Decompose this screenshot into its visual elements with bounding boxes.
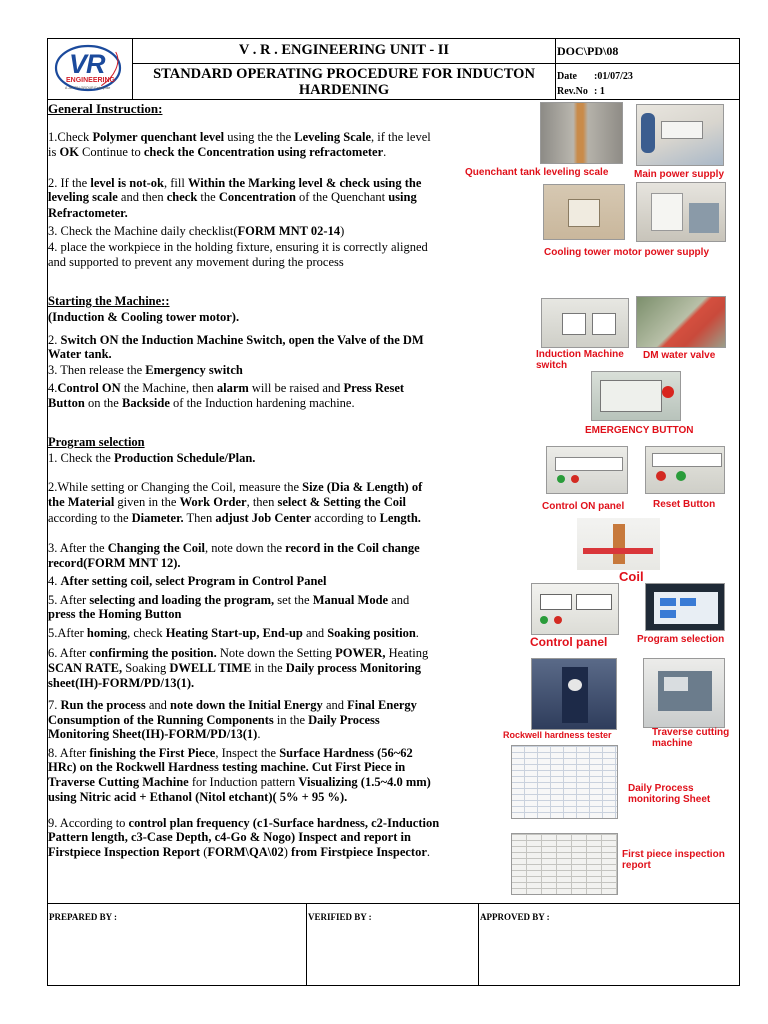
program-line-17: 8. After finishing the First Piece, Inspect the Surface Hardness (56~62 xyxy=(48,746,413,760)
caption-program-selection: Program selection xyxy=(637,634,725,645)
program-line-16: Monitoring Sheet(IH)-FORM/PD/13(1). xyxy=(48,727,261,741)
program-line-5: 3. After the Changing the Coil, note down the record in the Coil change xyxy=(48,541,420,555)
program-line-12: SCAN RATE, Soaking DWELL TIME in the Daily process Monitoring xyxy=(48,661,421,675)
reset-button-photo xyxy=(645,446,725,494)
header-divider-doc xyxy=(555,38,556,100)
emergency-button-photo xyxy=(591,371,681,421)
footer-divider-1 xyxy=(306,903,307,986)
logo-letters: VR xyxy=(69,49,105,79)
starting-line-6: Button on the Backside of the Induction hardening machine. xyxy=(48,396,355,410)
caption-rockwell: Rockwell hardness tester xyxy=(503,730,612,740)
doc-number: DOC\PD\08 xyxy=(557,44,619,58)
program-line-20: using Nitric acid + Ethanol (Nitol etchant)( 5% + 95 %). xyxy=(48,790,348,804)
caption-induction-switch-2: switch xyxy=(536,360,568,371)
control-on-panel-photo xyxy=(546,446,628,494)
approved-by-label: APPROVED BY : xyxy=(480,912,550,922)
caption-coil: Coil xyxy=(619,569,644,584)
first-piece-report-photo xyxy=(511,833,618,895)
general-line-6: 3. Check the Machine daily checklist(FORM MNT 02-14) xyxy=(48,224,345,238)
program-line-3: the Material given in the Work Order, then select & Setting the Coil xyxy=(48,495,406,509)
caption-reset: Reset Button xyxy=(653,499,716,510)
program-line-1: 1. Check the Production Schedule/Plan. xyxy=(48,451,256,465)
date-label: Date xyxy=(557,71,577,82)
general-line-3: 2. If the level is not-ok, fill Within the Marking level & check using the xyxy=(48,176,422,190)
program-heading: Program selection xyxy=(48,435,145,449)
cooling-tower-photo-2 xyxy=(636,182,726,242)
caption-daily-process-1: Daily Process xyxy=(628,783,694,794)
traverse-cutting-photo xyxy=(643,658,725,728)
program-line-11: 6. After confirming the position. Note down the Setting POWER, Heating xyxy=(48,646,429,660)
starting-line-1: (Induction & Cooling tower motor). xyxy=(48,310,240,324)
caption-cooling-tower: Cooling tower motor power supply xyxy=(544,247,709,258)
header-divider-title xyxy=(132,63,740,64)
general-line-8: and supported to prevent any movement during the process xyxy=(48,255,344,269)
caption-main-power: Main power supply xyxy=(634,169,725,180)
control-panel-photo xyxy=(531,583,619,635)
program-line-4: according to the Diameter. Then adjust Job Center according to Length. xyxy=(48,511,421,525)
program-line-9: press the Homing Button xyxy=(48,607,182,621)
main-power-photo xyxy=(636,104,724,166)
cooling-tower-photo-1 xyxy=(543,184,625,240)
caption-emergency: EMERGENCY BUTTON xyxy=(585,425,694,436)
program-line-10: 5.After homing, check Heating Start-up, End-up and Soaking position. xyxy=(48,626,419,640)
logo-subtitle: ENGINEERING xyxy=(66,77,116,84)
starting-line-3: Water tank. xyxy=(48,347,112,361)
caption-first-piece-2: report xyxy=(622,860,651,871)
logo-tagline: A JATTIN GROUP Enterprise xyxy=(65,86,111,90)
daily-process-sheet-photo xyxy=(511,745,618,819)
rev-value: : 1 xyxy=(594,86,605,97)
program-line-22: Pattern length, c3-Case Depth, c4-Go & Nogo) Inspect and report in xyxy=(48,830,411,844)
program-line-8: 5. After selecting and loading the program, set the Manual Mode and xyxy=(48,593,410,607)
program-selection-photo xyxy=(645,583,725,631)
company-name: V . R . ENGINEERING UNIT - II xyxy=(238,42,450,58)
starting-line-4: 3. Then release the Emergency switch xyxy=(48,363,243,377)
program-line-2: 2.While setting or Changing the Coil, measure the Size (Dia & Length) of xyxy=(48,480,423,494)
program-line-13: sheet(IH)-FORM/PD/13(1). xyxy=(48,676,195,690)
general-line-4: leveling scale and then check the Concentration of the Quenchant using xyxy=(48,190,417,204)
induction-switch-photo xyxy=(541,298,629,348)
caption-quenchant: Quenchant tank leveling scale xyxy=(465,167,609,178)
starting-heading: Starting the Machine:: xyxy=(48,294,170,308)
rockwell-tester-photo xyxy=(531,658,617,730)
date-value: :01/07/23 xyxy=(594,71,633,82)
footer-divider-2 xyxy=(478,903,479,986)
dm-water-valve-photo xyxy=(636,296,726,348)
caption-dm-valve: DM water valve xyxy=(643,350,716,361)
rev-label: Rev.No xyxy=(557,86,588,97)
general-line-2: is OK Continue to check the Concentration using refractometer. xyxy=(48,145,387,159)
program-line-23: Firstpiece Inspection Report (FORM\QA\02) from Firstpiece Inspector. xyxy=(48,845,431,859)
general-line-7: 4. place the workpiece in the holding fixture, ensuring it is correctly aligned xyxy=(48,240,428,254)
caption-control-on: Control ON panel xyxy=(542,501,625,512)
starting-line-2: 2. Switch ON the Induction Machine Switch, open the Valve of the DM xyxy=(48,333,424,347)
company-logo xyxy=(52,42,124,96)
starting-line-5: 4.Control ON the Machine, then alarm will be raised and Press Reset xyxy=(48,381,405,395)
caption-traverse-2: machine xyxy=(652,738,693,749)
program-line-7: 4. After setting coil, select Program in Control Panel xyxy=(48,574,327,588)
program-line-6: record(FORM MNT 12). xyxy=(48,556,181,570)
caption-traverse-1: Traverse cutting xyxy=(652,727,730,738)
program-line-18: HRc) on the Rockwell Hardness testing machine. Cut First Piece in xyxy=(48,760,406,774)
program-line-21: 9. According to control plan frequency (c1-Surface hardness, c2-Induction xyxy=(48,816,440,830)
general-line-1: 1.Check Polymer quenchant level using the the Leveling Scale, if the level xyxy=(48,130,431,144)
header-divider-bottom xyxy=(47,99,740,100)
caption-induction-switch-1: Induction Machine xyxy=(536,349,624,360)
caption-first-piece-1: First piece inspection xyxy=(622,849,725,860)
caption-daily-process-2: monitoring Sheet xyxy=(628,794,711,805)
coil-photo xyxy=(577,518,660,570)
program-line-14: 7. Run the process and note down the Initial Energy and Final Energy xyxy=(48,698,417,712)
sop-title-line1: STANDARD OPERATING PROCEDURE FOR INDUCTON xyxy=(153,66,535,82)
general-line-5: Refractometer. xyxy=(48,206,128,220)
general-heading: General Instruction: xyxy=(48,101,163,116)
footer-divider-top xyxy=(47,903,740,904)
sop-title-line2: HARDENING xyxy=(298,82,390,98)
program-line-15: Consumption of the Running Components in the Daily Process xyxy=(48,713,380,727)
prepared-by-label: PREPARED BY : xyxy=(49,912,117,922)
caption-control-panel: Control panel xyxy=(530,635,608,649)
program-line-19: Traverse Cutting Machine for Induction pattern Visualizing (1.5~4.0 mm) xyxy=(48,775,431,789)
quenchant-scale-photo xyxy=(540,102,623,164)
verified-by-label: VERIFIED BY : xyxy=(308,912,372,922)
